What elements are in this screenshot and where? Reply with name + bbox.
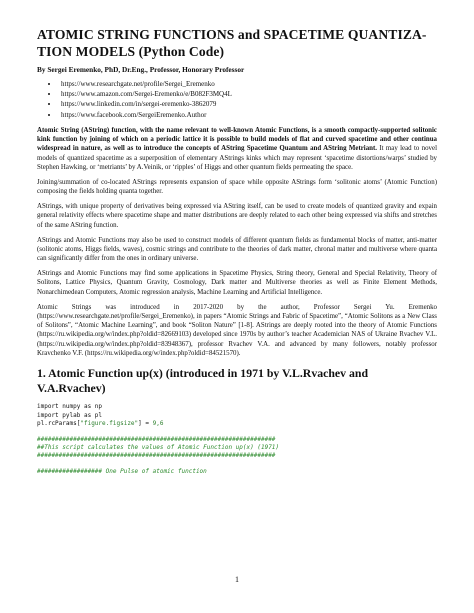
section-heading-line-2: V.A.Rvachev) <box>37 381 106 396</box>
paragraph-quantum-fields: AStrings and Atomic Functions may also be used to construct models of different quantum fields as fundamental blocks of matter, anti-matter (solitonic atoms, Higgs fields, waves), cosmic strings and contribute to the theories of dark matter, chronal matter and multiverse where quanta can significantly differ from the ones in ordinary universe. <box>37 236 437 263</box>
author-line: By Sergei Eremenko, PhD, Dr.Eng., Professor, Honorary Professor <box>37 65 245 74</box>
document-title <box>37 26 437 60</box>
code-comment-description: ##This script calculates the values of Atomic Function up(x) (1971) <box>37 443 280 451</box>
page-number: 1 <box>235 575 239 584</box>
paragraph-applications: AStrings and Atomic Functions may find some applications in Spacetime Physics, String theory, General and Special Relativity, Theory of Solitons, Lattice Physics, Quantum Gravity, Cosmology, Dark matter and Multiverse theories as well as Finite Element Methods, Nonarchimedean Computers, Atomic regression analysis, Machine Learning and Artificial Intelligence. <box>37 270 437 296</box>
paragraph-derivatives: AStrings, with unique property of derivatives being expressed via AString itself, can be used to create models of quantized gravity and expain general relativity effects where spacetime shape and matter distributions are deeply related to each other being expressed via shifts and stretches of the same AString function. <box>37 203 437 229</box>
code-line-import-numpy: import numpy as np <box>37 403 103 411</box>
section-heading <box>37 366 437 396</box>
paragraph-joining: Joining/summation of co-located AStrings represents expansion of space while opposite AStrings form ‘solitonic atoms’ (Atomic Function) composing the fields holding quanta together. <box>37 178 437 196</box>
paragraph-intro <box>37 126 437 172</box>
intro-rest-text: It may lead to novel models of quantized spacetime as a superposition of elementary AStrings kinks which may represent ‘spacetime distortions/warps’ studied by Stephen Hawking, or ‘metriants’ by A.Veinik, or ‘ripples’ of Higgs and other quantum fields permeating the space. <box>37 145 437 171</box>
paragraph-history: Atomic Strings was introduced in 2017-2020 by the author, Professor Sergei Yu. Eremenko (https://www.researchgate.net/profile/Sergei_Eremenko), in papers “Atomic Strings and Fabric of Spacetime”, “Atomic Solitons as a New Class of Solitons”, “Atomic Machine Learning”, and book “Soliton Nature” [1-8]. AStrings are deeply rooted into the theory of Atomic Functions (https://ru.wikipedia.org/w/index.php?oldid=82669103) developed since 1970s by author’s teacher Academician NAS of Ukraine Rvachev V.L. (https://ru.wikipedia.org/w/index.php?oldid=83948367), professor Rvachev V.A. and advanced by many followers, notably professor Kravchenko V.F. (https://ru.wikipedia.org/w/index.php?oldid=84521570). <box>37 303 437 358</box>
document-page <box>37 26 437 476</box>
link-linkedin[interactable]: • https://www.linkedin.com/in/sergei-eremenko-3862079 <box>59 99 437 109</box>
author-links-list <box>37 79 437 120</box>
code-rule-bottom: ################################################################## <box>37 452 276 460</box>
link-researchgate[interactable]: • https://www.researchgate.net/profile/Sergei_Eremenko <box>59 79 437 89</box>
section-heading-line-1: 1. Atomic Function up(x) (introduced in 1971 by V.L.Rvachev and <box>37 366 369 381</box>
intro-bold-text: Atomic String (AString) function, with the name relevant to well-known Atomic Functions, is a smooth compactly-supported solitonic kink function by joining of which on a periodic lattice it is possible to build models of flat and curved spacetime and other continua widespread in nature, as well as to introduce the concepts of AString Spacetime Quantum and AString Metriant. <box>37 126 437 153</box>
link-amazon[interactable]: • https://www.amazon.com/Sergei-Eremenko/e/B082F3MQ4L <box>59 89 437 99</box>
link-facebook[interactable]: • https://www.facebook.com/SergeiEremenko.Author <box>59 110 437 120</box>
code-line-pulse: ################## One Pulse of atomic function <box>37 467 207 475</box>
code-line-rcparams: pl.rcParams["figure.figsize"] = 9,6 <box>37 420 164 428</box>
code-line-import-pylab: import pylab as pl <box>37 411 103 419</box>
title-line-1: ATOMIC STRING FUNCTIONS and SPACETIME QUANTIZA- <box>37 27 427 42</box>
code-block <box>37 403 437 476</box>
title-line-2: TION MODELS (Python Code) <box>37 44 225 59</box>
code-rule-top: ################################################################## <box>37 435 276 443</box>
